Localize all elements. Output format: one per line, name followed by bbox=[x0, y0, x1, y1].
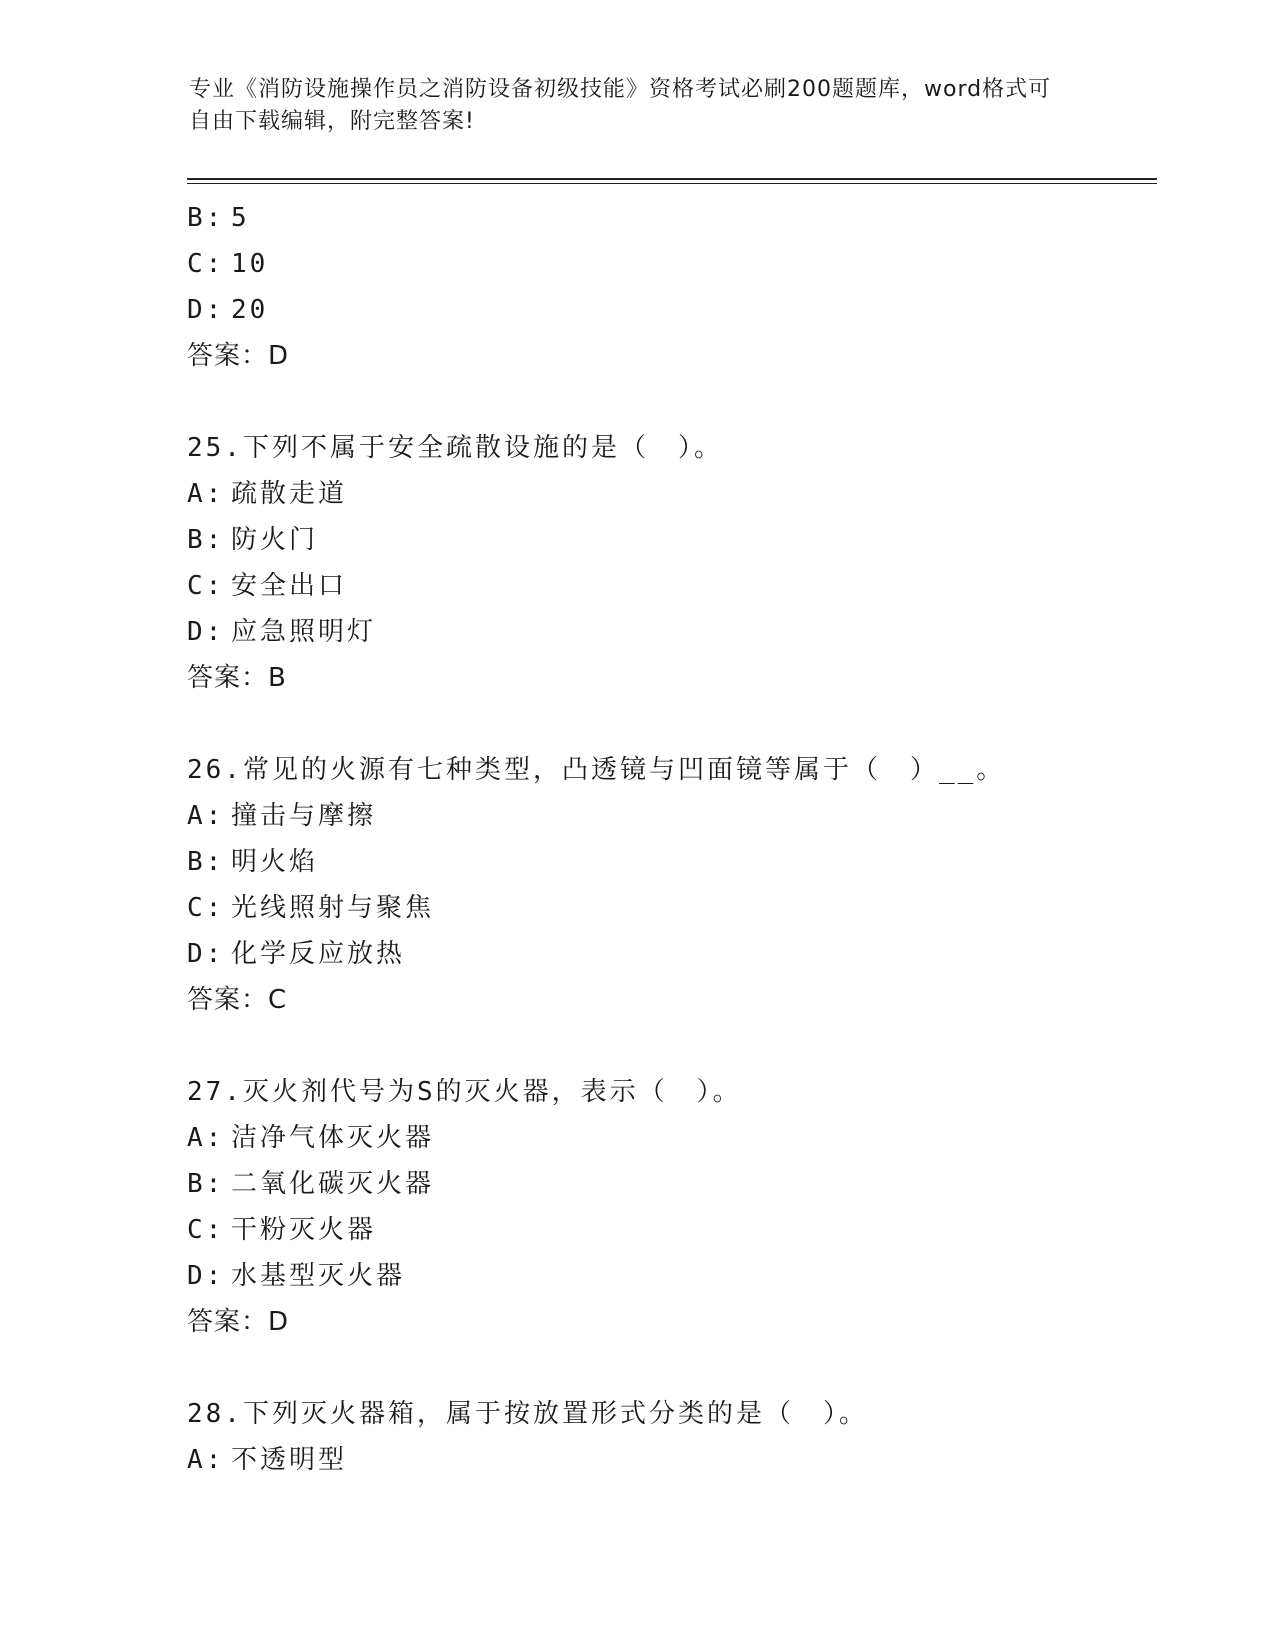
question-stem: 26.常见的火源有七种类型，凸透镜与凹面镜等属于（ ）__。 bbox=[187, 755, 1006, 785]
answer: 答案：D bbox=[187, 341, 290, 371]
option-b: B: 防火门 bbox=[187, 525, 319, 555]
option-d: D: 化学反应放热 bbox=[187, 939, 406, 969]
option-c: C: 光线照射与聚焦 bbox=[187, 893, 435, 923]
question-stem: 27.灭火剂代号为S的灭火器，表示（ ）。 bbox=[187, 1077, 742, 1107]
header-title: 专业《消防设施操作员之消防设备初级技能》资格考试必刷200题题库，word格式可自由下载编辑，附完整答案! bbox=[189, 77, 1052, 134]
answer: 答案：B bbox=[187, 663, 287, 693]
option-d: D: 水基型灭火器 bbox=[187, 1261, 406, 1291]
option-b: B: 5 bbox=[187, 203, 250, 233]
document-header bbox=[189, 74, 1069, 138]
option-a: A: 不透明型 bbox=[187, 1445, 348, 1475]
question-28 bbox=[187, 1391, 1157, 1483]
option-d: D: 20 bbox=[187, 295, 269, 325]
option-b: B: 明火焰 bbox=[187, 847, 319, 877]
question-25 bbox=[187, 425, 1157, 701]
question-27 bbox=[187, 1069, 1157, 1345]
question-stem: 28.下列灭火器箱，属于按放置形式分类的是（ ）。 bbox=[187, 1399, 868, 1429]
option-a: A: 疏散走道 bbox=[187, 479, 348, 509]
question-26 bbox=[187, 747, 1157, 1023]
header-divider bbox=[187, 178, 1157, 180]
answer: 答案：C bbox=[187, 985, 288, 1015]
question-stem: 25.下列不属于安全疏散设施的是（ ）。 bbox=[187, 433, 723, 463]
option-c: C: 干粉灭火器 bbox=[187, 1215, 377, 1245]
question-24-continued bbox=[187, 195, 1157, 379]
option-b: B: 二氧化碳灭火器 bbox=[187, 1169, 435, 1199]
question-list bbox=[187, 195, 1157, 1483]
answer: 答案：D bbox=[187, 1307, 290, 1337]
option-a: A: 撞击与摩擦 bbox=[187, 801, 377, 831]
option-d: D: 应急照明灯 bbox=[187, 617, 377, 647]
option-a: A: 洁净气体灭火器 bbox=[187, 1123, 435, 1153]
option-c: C: 10 bbox=[187, 249, 269, 279]
option-c: C: 安全出口 bbox=[187, 571, 348, 601]
header-divider-thin bbox=[187, 183, 1157, 184]
